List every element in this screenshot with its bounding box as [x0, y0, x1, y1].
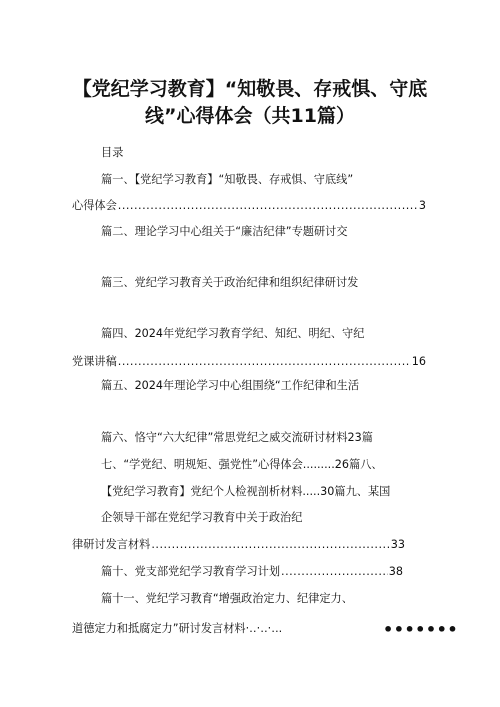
toc-entry-1-text: 心得体会 [72, 199, 117, 212]
toc-entry-4-line1[interactable]: 篇四、2024年党纪学习教育学纪、知纪、明纪、守纪 [101, 327, 365, 340]
toc-entry-6[interactable]: 篇六、恪守“六大纪律”常思党纪之威交流研讨材料23篇 [101, 431, 373, 444]
toc-entry-2[interactable]: 篇二、理论学习中心组关于“廉洁纪律”专题研讨交 [101, 225, 348, 238]
dot-leader [118, 198, 418, 213]
toc-entry-11-dots: ••••••• [383, 620, 459, 639]
dot-leader [118, 354, 411, 369]
toc-entry-9-text: 律研讨发言材料 [72, 538, 151, 551]
toc-entry-7[interactable]: 七、“学党纪、明规矩、强党性”心得体会.........26篇八、 [101, 458, 383, 471]
toc-entry-1-line2[interactable] [72, 198, 426, 213]
toc-entry-9-line2[interactable] [72, 537, 405, 552]
dot-leader [151, 537, 389, 552]
toc-entry-1-line1[interactable]: 篇一、【党纪学习教育】“知敬畏、存戒惧、守底线” [101, 173, 354, 186]
toc-entry-4-line2[interactable] [72, 354, 426, 369]
toc-entry-9-line1[interactable]: 企领导干部在党纪学习教育中关于政治纪 [101, 511, 303, 524]
toc-entry-8[interactable]: 【党纪学习教育】党纪个人检视剖析材料.....30篇九、某国 [101, 485, 391, 498]
toc-entry-10-text: 篇十、党支部党纪学习教育学习计划 [101, 565, 281, 578]
toc-entry-11-line2[interactable]: 道德定力和抵腐定力”研讨发言材料‧‥‧‥‧‥. [72, 622, 283, 635]
toc-heading: 目录 [101, 146, 124, 159]
toc-entry-5[interactable]: 篇五、2024年理论学习中心组围绕“工作纪律和生活 [101, 379, 360, 392]
toc-entry-3[interactable]: 篇三、党纪学习教育关于政治纪律和组织纪律研讨发 [101, 276, 359, 289]
toc-entry-11-line1[interactable]: 篇十一、党纪学习教育“增强政治定力、纪律定力、 [101, 592, 353, 605]
document-title-line2: 线”心得体会（共11篇） [145, 105, 355, 127]
dot-leader [281, 564, 388, 579]
toc-entry-10[interactable] [101, 564, 403, 579]
toc-entry-1-page: 3 [418, 199, 426, 212]
toc-entry-4-text: 党课讲稿 [72, 355, 117, 368]
toc-entry-9-page: 33 [390, 538, 405, 551]
toc-entry-10-page: 38 [388, 565, 403, 578]
document-title-line1: 【党纪学习教育】“知敬畏、存戒惧、守底 [72, 78, 428, 100]
toc-entry-4-page: 16 [411, 355, 426, 368]
